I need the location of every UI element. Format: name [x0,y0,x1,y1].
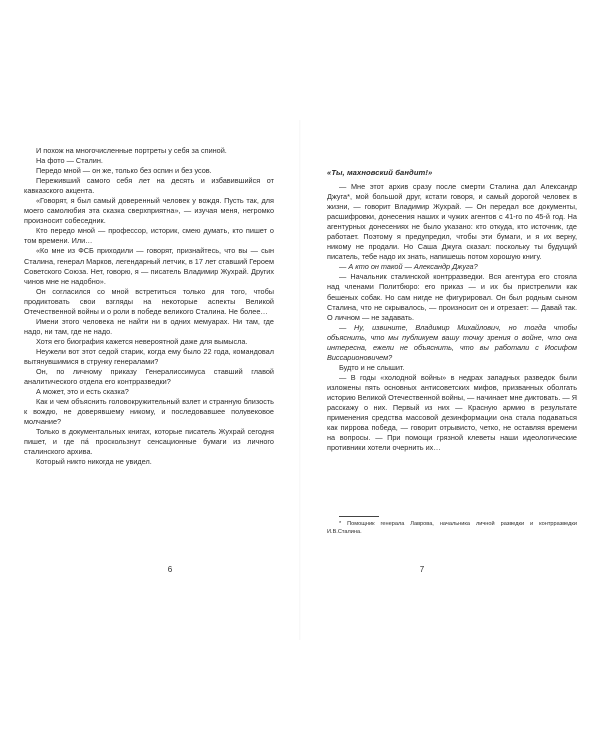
footnote: * Помощник генерала Лаврова, начальника личной разведки и контрразведки И.В.Сталина. [327,521,577,535]
footnote-rule [339,516,379,517]
paragraph: Как и чем объяснить головокружительный взлет и странную близость к вождю, не доверявшему никому, и последовавшее полувековое молчание? [24,397,274,427]
paragraph: Переживший самого себя лет на десять и избавившийся от кавказского акцента. [24,176,274,196]
paragraph: «Говорят, я был самый доверенный человек у вождя. Пусть так, для моего самолюбия эта сказка сверхприятна», — изучая меня, негромко произносит собеседник. [24,196,274,226]
paragraph: — Начальник сталинской контрразведки. Вся агентура его стояла над членами Политбюро: его приказ — и их бы пристрелили как бешеных собак. Но сам нигде не фигурировал. Он был родным сыном Сталина, что не скрывалось, — произносит он и отрезает: — Давай так. О личном — не задавать. [327,272,577,322]
paragraph: Имени этого человека не найти ни в одних мемуарах. Ни там, где надо, ни там, где не надо. [24,316,274,336]
paragraph: — Мне этот архив сразу после смерти Сталина дал Александр Джуга*, мой большой друг, кстати говоря, и самый дорогой человек в жизни, — говорит Владимир Жухрай. — Он передал все документы, расшифровки, донесения наших и чужих агентов с 41-го по 45-й год. На агентурных донесениях не было указано: кто откуда, кто источник, где работает. Поэтому я предупредил, чтобы эти бумаги, и я их верну, никому не продали. Но Саша Джуга сказал: поскольку ты будущий писатель, тебе надо их знать, напишешь потом хорошую книгу. [327,182,577,262]
paragraph: Который никто никогда не увидел. [36,457,152,467]
paragraph: Передо мной — он же, только без оспин и без усов. [36,166,212,176]
paragraph: На фото — Сталин. [36,156,103,166]
paragraph: — А кто он такой — Александр Джуга? [339,262,478,272]
paragraph: — Ну, извините, Владимир Михайлович, но тогда чтобы объяснить, что мы публикуем вашу точку зрения о войне, что она интересна, ежели не объяснить, что вы работали с Иосифом Виссарионовичем? [327,322,577,362]
right-page-number: 7 [419,565,425,574]
left-page-number: 6 [167,565,173,574]
paragraph: Он, по личному приказу Генералиссимуса ставший главой аналитического отдела его контрразведки? [24,367,274,387]
paragraph: И похож на многочисленные портреты у себя за спиной. [36,146,227,155]
paragraph: Хотя его биография кажется невероятной даже для вымысла. [36,336,248,346]
paragraph: Неужели вот этот седой старик, когда ему было 22 года, командовал вытянувшимися в струнку генералами? [24,346,274,366]
paragraph: — В годы «холодной войны» в недрах западных разведок были изложены пять основных антисоветских мифов, призванных оболгать историю Великой Отечественной войны, — начинает мне диктовать. — Я расскажу о них. Первый из них — Красную армию в результате применения средства массовой дезинформации она стала подаваться как пирровa победа, — говорит отрывисто, четко, не оставляя времени на вопросы. — При помощи грязной клеветы наши идеологические противники хотели очернить их… [327,372,578,453]
paragraph: А может, это и есть сказка? [36,387,129,397]
chapter-title: «Ты, махновский бандит!» [327,168,433,177]
right-page-text [327,182,577,453]
paragraph: Только в документальных книгах, которые писатель Жухрай сегодня пишет, и где па́ проскользнут сенсационные бумаги из личного сталинского архива. [24,427,274,457]
left-page-text [24,146,274,468]
paragraph: «Ко мне из ФСБ приходили — говорят, признайтесь, что вы — сын Сталина, генерал Марков, легендарный летчик, в 17 лет ставший Героем Советского Союза. Нет, говорю, я — писатель Владимир Жухрай. Других чинов мне не надобно». [24,246,274,286]
paragraph: Будто и не слышит. [339,362,405,372]
right-page [300,0,600,750]
paragraph: Он согласился со мной встретиться только для того, чтобы продиктовать свои взгляды на некоторые аспекты Великой Отечественной войны и о роли в победе великого Сталина. Не более… [24,286,274,316]
paragraph: Кто передо мной — профессор, историк, смею думать, кто пишет о том времени. Или… [24,226,274,246]
